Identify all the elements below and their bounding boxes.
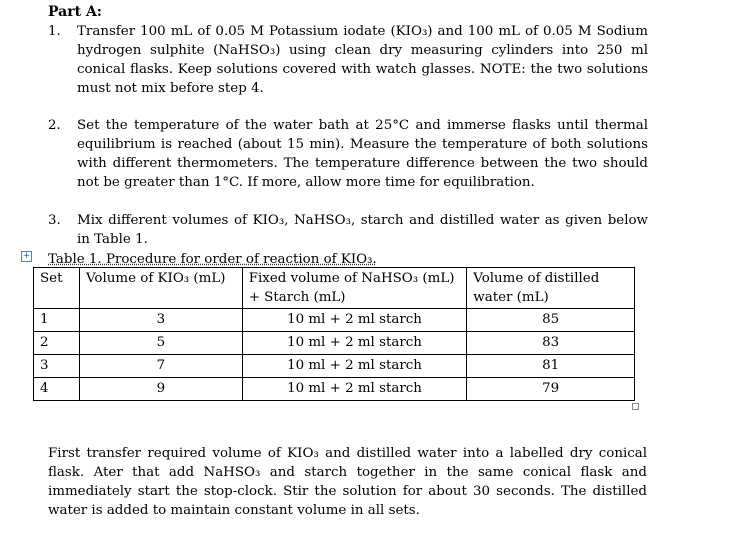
table-cell: 3 bbox=[34, 355, 80, 378]
table-header-cell: Volume of KIO₃ (mL) bbox=[79, 268, 242, 309]
step-text: Mix different volumes of KIO₃, NaHSO₃, starch and distilled water as given below in Table 1. bbox=[77, 213, 648, 247]
instructions-paragraph: First transfer required volume of KIO₃ and distilled water into a labelled dry conical flask. Ater that add NaHSO₃ and starch together in the same conical flask and immediately start the stop-clock. Stir the solution for about 30 seconds. The distilled water is added to maintain constant volume in all sets. bbox=[48, 446, 647, 518]
table-row bbox=[34, 355, 635, 378]
table-cell: 7 bbox=[79, 355, 242, 378]
table-cell: 10 ml + 2 ml starch bbox=[242, 332, 467, 355]
table-cell: 81 bbox=[467, 355, 635, 378]
table-header-cell: Volume of distilled water (mL) bbox=[467, 268, 635, 309]
step-number: 2. bbox=[48, 118, 61, 133]
table-header-cell: Set bbox=[34, 268, 80, 309]
procedure-table bbox=[33, 267, 635, 401]
step-text: Set the temperature of the water bath at 25°C and immerse flasks until thermal equilibrium is reached (about 15 min). Measure the temperature of both solutions with different thermometers. The temperature difference between the two should not be greater than 1°C. If more, allow more time for equilibration. bbox=[77, 118, 648, 190]
table-row bbox=[34, 309, 635, 332]
step-number: 3. bbox=[48, 213, 61, 228]
step-text: Transfer 100 mL of 0.05 M Potassium iodate (KIO₃) and 100 mL of 0.05 M Sodium hydrogen sulphite (NaHSO₃) using clean dry measuring cylinders into 250 ml conical flasks. Keep solutions covered with watch glasses. NOTE: the two solutions must not mix before step 4. bbox=[77, 24, 648, 96]
table-resize-handle[interactable] bbox=[632, 403, 639, 410]
section-heading: Part A: bbox=[48, 4, 102, 20]
table-header-cell: Fixed volume of NaHSO₃ (mL) + Starch (mL) bbox=[242, 268, 467, 309]
step-3 bbox=[48, 211, 648, 249]
table-cell: 10 ml + 2 ml starch bbox=[242, 355, 467, 378]
table-cell: 83 bbox=[467, 332, 635, 355]
table-cell: 5 bbox=[79, 332, 242, 355]
table-cell: 10 ml + 2 ml starch bbox=[242, 378, 467, 401]
table-move-handle-icon[interactable]: + bbox=[22, 251, 31, 261]
table-cell: 9 bbox=[79, 378, 242, 401]
step-number: 1. bbox=[48, 24, 61, 39]
table-cell: 79 bbox=[467, 378, 635, 401]
table-caption: Table 1. Procedure for order of reaction of KIO₃. bbox=[48, 252, 377, 267]
table-cell: 4 bbox=[34, 378, 80, 401]
table-cell: 2 bbox=[34, 332, 80, 355]
table-cell: 85 bbox=[467, 309, 635, 332]
table-row bbox=[34, 378, 635, 401]
table-row bbox=[34, 332, 635, 355]
table-cell: 3 bbox=[79, 309, 242, 332]
step-1 bbox=[48, 22, 648, 98]
step-2 bbox=[48, 116, 648, 192]
table-header-row bbox=[34, 268, 635, 309]
table-cell: 10 ml + 2 ml starch bbox=[242, 309, 467, 332]
table-cell: 1 bbox=[34, 309, 80, 332]
